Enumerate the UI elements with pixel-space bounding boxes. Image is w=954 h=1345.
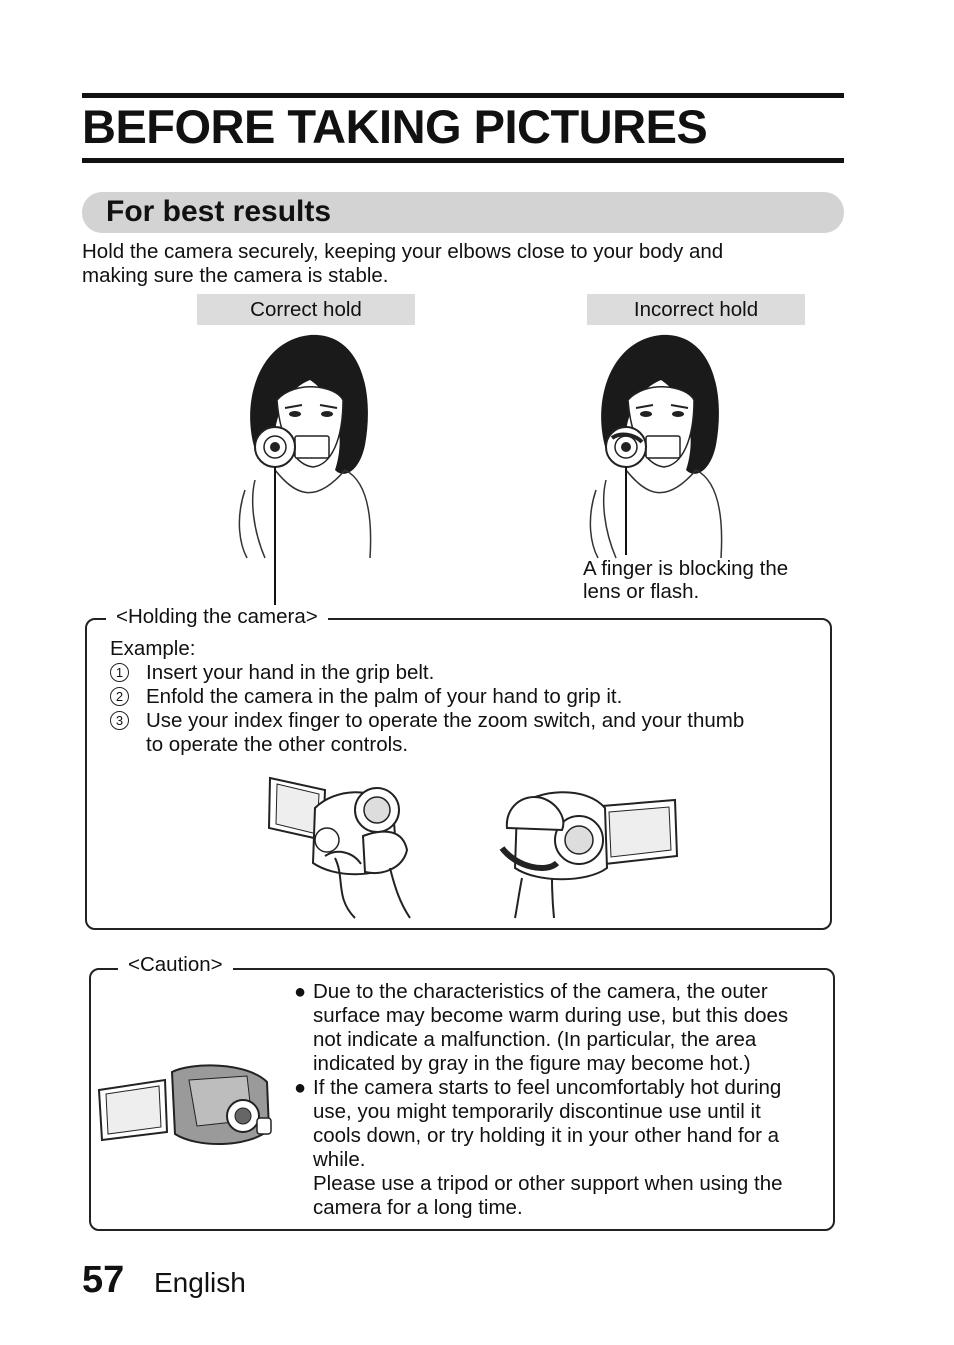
bullet-line: use, you might temporarily discontinue use until it <box>313 1100 761 1123</box>
bullet-icon: ● <box>294 1077 307 1099</box>
example-label: Example: <box>110 637 196 660</box>
caution-bullet-2 <box>313 1076 833 1220</box>
camera-heat-illustration <box>97 1060 277 1150</box>
correct-hold-illustration <box>225 330 395 560</box>
incorrect-hold-note <box>583 557 788 603</box>
note-line: lens or flash. <box>583 580 700 603</box>
intro-paragraph <box>82 240 842 288</box>
bullet-line: If the camera starts to feel uncomfortably hot during <box>313 1076 782 1099</box>
bullet-line: while. <box>313 1148 366 1171</box>
intro-line: making sure the camera is stable. <box>82 264 389 287</box>
note-line: A finger is blocking the <box>583 557 789 580</box>
incorrect-hold-illustration <box>576 330 746 560</box>
bullet-line: cools down, or try holding it in your other hand for a <box>313 1124 780 1147</box>
page-language: English <box>154 1267 246 1298</box>
hand-grip-illustration-right <box>497 768 682 918</box>
title-bottom-rule <box>82 158 844 163</box>
page-title: BEFORE TAKING PICTURES <box>82 100 708 153</box>
bullet-line: indicated by gray in the figure may become hot.) <box>313 1052 751 1075</box>
bullet-line: camera for a long time. <box>313 1196 523 1219</box>
hand-grip-illustration-left <box>265 768 415 918</box>
circled-number: 2 <box>110 687 129 706</box>
step-number-2 <box>110 685 145 709</box>
step-line: to operate the other controls. <box>146 733 409 756</box>
section-title: For best results <box>106 195 332 228</box>
incorrect-hold-label: Incorrect hold <box>587 294 805 325</box>
intro-line: Hold the camera securely, keeping your elbows close to your body and <box>82 240 724 263</box>
title-top-rule <box>82 93 844 98</box>
holding-camera-box-label: <Holding the camera> <box>106 605 328 629</box>
page-number: 57 <box>82 1259 125 1301</box>
step-number-1 <box>110 661 145 685</box>
bullet-icon: ● <box>294 981 307 1003</box>
caution-box-label: <Caution> <box>118 953 233 977</box>
step-line: Use your index finger to operate the zoom switch, and your thumb <box>146 709 745 732</box>
circled-number: 3 <box>110 711 129 730</box>
bullet-line: not indicate a malfunction. (In particular, the area <box>313 1028 757 1051</box>
circled-number: 1 <box>110 663 129 682</box>
step-3-text <box>146 709 826 757</box>
bullet-line: Please use a tripod or other support when using the <box>313 1172 783 1195</box>
step-1-text: Insert your hand in the grip belt. <box>146 661 435 684</box>
bullet-line: Due to the characteristics of the camera, the outer <box>313 980 768 1003</box>
step-2-text: Enfold the camera in the palm of your hand to grip it. <box>146 685 623 708</box>
correct-hold-label: Correct hold <box>197 294 415 325</box>
bullet-line: surface may become warm during use, but this does <box>313 1004 789 1027</box>
step-number-3 <box>110 709 145 733</box>
caution-bullet-1 <box>313 980 833 1076</box>
